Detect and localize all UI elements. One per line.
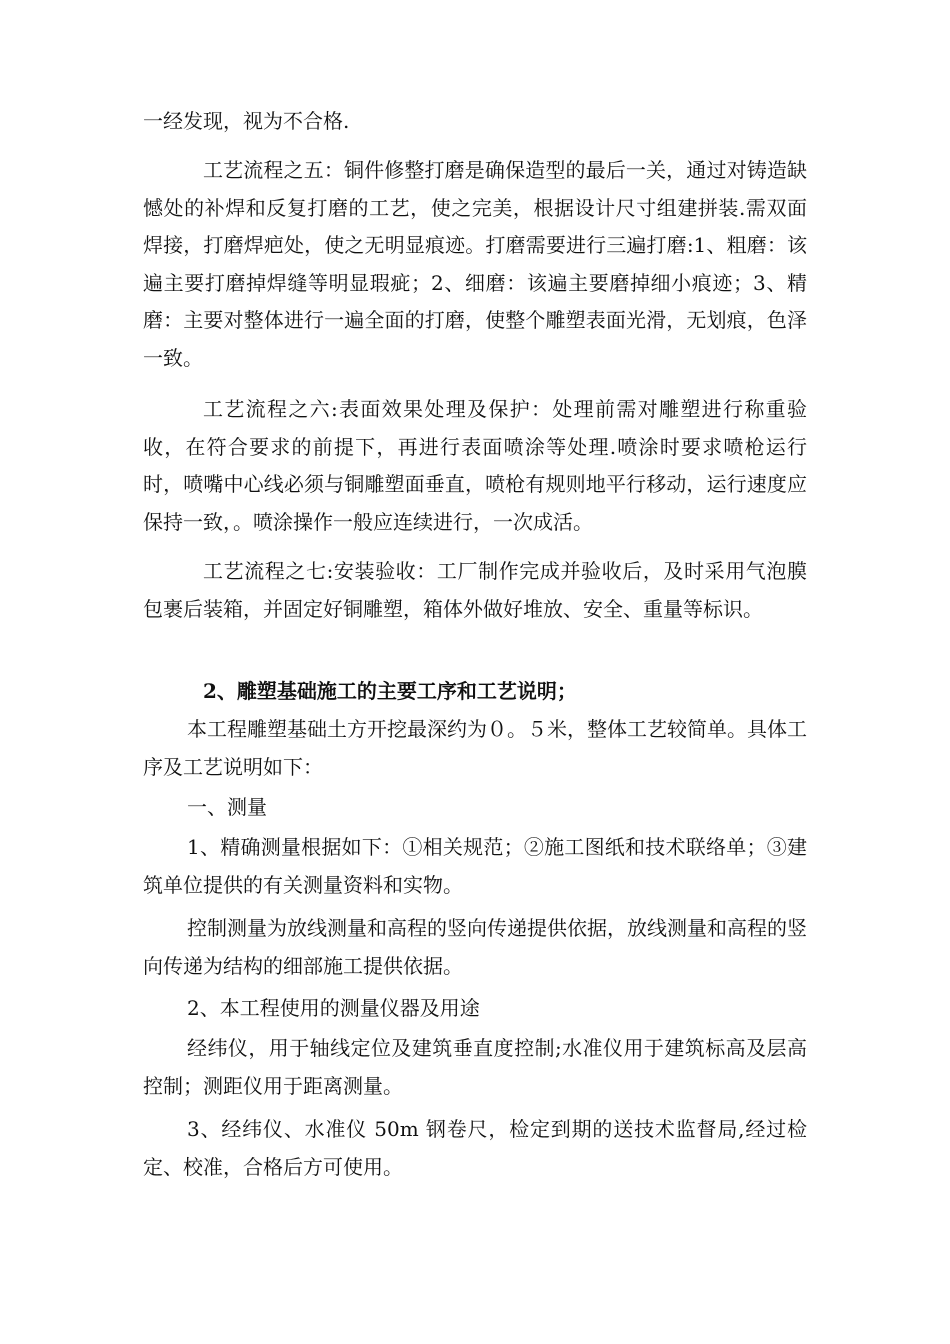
paragraph-instruments-usage: 经纬仪，用于轴线定位及建筑垂直度控制;水准仪用于建筑标高及层高控制；测距仪用于距离测量。 <box>143 1036 807 1098</box>
paragraph-continuation: 一经发现，视为不合格. <box>143 109 350 133</box>
paragraph-measurement-title: 一、测量 <box>187 795 267 819</box>
paragraph-process-seven: 工艺流程之七:安装验收：工厂制作完成并验收后，及时采用气泡膜包裹后装箱，并固定好铜雕塑，箱体外做好堆放、安全、重量等标识。 <box>143 559 807 621</box>
section-heading: 2、雕塑基础施工的主要工序和工艺说明； <box>203 679 577 703</box>
paragraph-process-five: 工艺流程之五：铜件修整打磨是确保造型的最后一关，通过对铸造缺憾处的补焊和反复打磨的工艺，使之完美，根据设计尺寸组建拼装.需双面焊接，打磨焊疤处，使之无明显痕迹。打磨需要进行三遍打磨:1、粗磨：该遍主要打磨掉焊缝等明显瑕疵；2、细磨：该遍主要磨掉细小痕迹；3、精磨：主要对整体进行一遍全面的打磨，使整个雕塑表面光滑，无划痕，色泽一致。 <box>143 158 807 370</box>
paragraph-process-six: 工艺流程之六:表面效果处理及保护：处理前需对雕塑进行称重验收，在符合要求的前提下，再进行表面喷涂等处理.喷涂时要求喷枪运行时，喷嘴中心线必须与铜雕塑面垂直，喷枪有规则地平行移动，运行速度应保持一致，。喷涂操作一般应连续进行，一次成活。 <box>143 397 807 534</box>
paragraph-instruments-calibration: 3、经纬仪、水准仪 50m 钢卷尺，检定到期的送技术监督局,经过检定、校准，合格后方可使用。 <box>143 1117 807 1179</box>
paragraph-foundation-intro: 本工程雕塑基础土方开挖最深约为０。５米，整体工艺较简单。具体工序及工艺说明如下： <box>143 717 807 779</box>
paragraph-instruments-title: 2、本工程使用的测量仪器及用途 <box>187 996 480 1020</box>
paragraph-control-measurement: 控制测量为放线测量和高程的竖向传递提供依据，放线测量和高程的竖向传递为结构的细部施工提供依据。 <box>143 916 807 978</box>
paragraph-measurement-basis: 1、精确测量根据如下：①相关规范；②施工图纸和技术联络单；③建筑单位提供的有关测量资料和实物。 <box>143 835 807 897</box>
